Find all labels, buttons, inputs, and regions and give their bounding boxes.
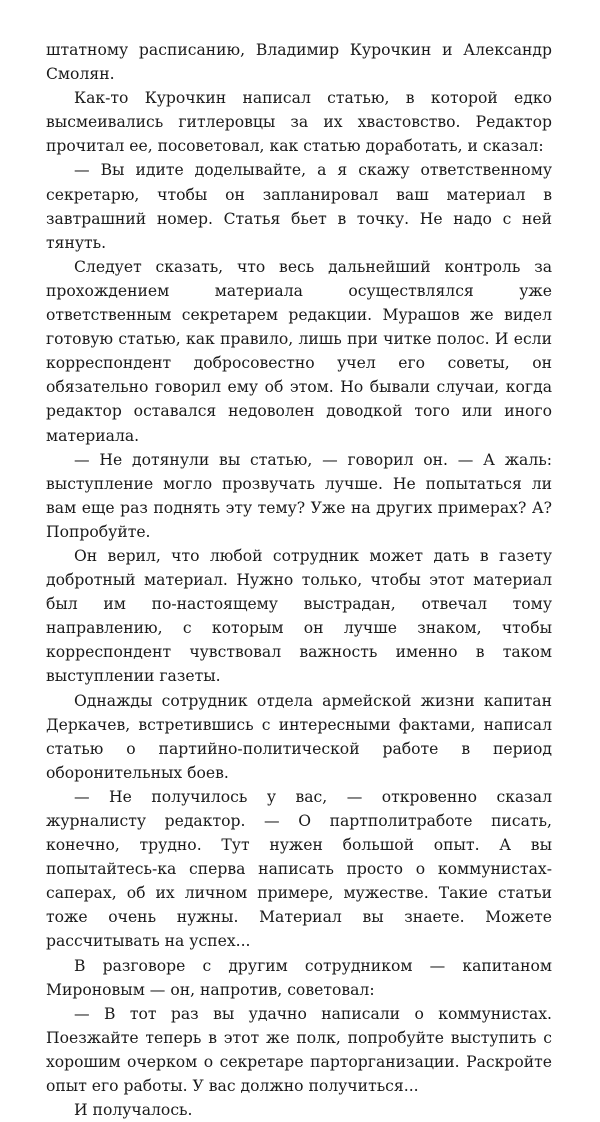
paragraph-dialogue: — В тот раз вы удачно написали о коммунистах. Поезжайте теперь в этот же полк, попробуйте выступить с хорошим очерком о секретаре парторганизации. Раскройте опыт его работы. У вас должно получиться... [46, 1004, 552, 1096]
paragraph: Он верил, что любой сотрудник может дать в газету добротный материал. Нужно только, чтобы этот материал был им по-настоящему выстрадан, отвечал тому направлению, с которым он лучше знаком, чтобы корреспондент чувствовал важность именно в таком выступлении газеты. [46, 546, 552, 686]
paragraph-final: И получалось. [74, 1101, 193, 1120]
paragraph-dialogue: — Не получилось у вас, — откровенно сказал журналисту редактор. — О партполитработе писать, конечно, трудно. Тут нужен большой опыт. А вы попытайтесь-ка сперва написать просто о коммунистах-саперах, об их личном примере, мужестве. Такие статьи тоже очень нужны. Материал вы знаете. Можете рассчитывать на успех... [46, 787, 552, 951]
paragraph-dialogue: — Вы идите доделывайте, а я скажу ответственному секретарю, чтобы он запланировал ваш материал в завтрашний номер. Статья бьет в точку. Не надо с ней тянуть. [46, 161, 552, 252]
paragraph: В разговоре с другим сотрудником — капитаном Мироновым — он, напротив, советовал: [46, 956, 552, 999]
paragraph: Следует сказать, что весь дальнейший контроль за прохождением материала осуществлялся уже ответственным секретарем редакции. Мурашов же видел готовую статью, как правило, лишь при читке полос. И если корреспондент добросовестно учел его советы, он обязательно говорил ему об этом. Но бывали случаи, когда редактор оставался недоволен доводкой того или иного материала. [46, 257, 552, 445]
paragraph: Однажды сотрудник отдела армейской жизни капитан Деркачев, встретившись с интересными фактами, написал статью о партийно-политической работе в период оборонительных боев. [46, 691, 552, 782]
paragraph: Как-то Курочкин написал статью, в которой едко высмеивались гитлеровцы за их хвастовство. Редактор прочитал ее, посоветовал, как статью доработать, и сказал: [46, 89, 552, 156]
paragraph-dialogue: — Не дотянули вы статью, — говорил он. — А жаль: выступление могло прозвучать лучше. Не попытаться ли вам еще раз поднять эту тему? Уже на других примерах? А? Попробуйте. [46, 450, 552, 541]
book-page [46, 38, 552, 1122]
paragraph-continued: штатному расписанию, Владимир Курочкин и Александр Смолян. [46, 41, 552, 84]
